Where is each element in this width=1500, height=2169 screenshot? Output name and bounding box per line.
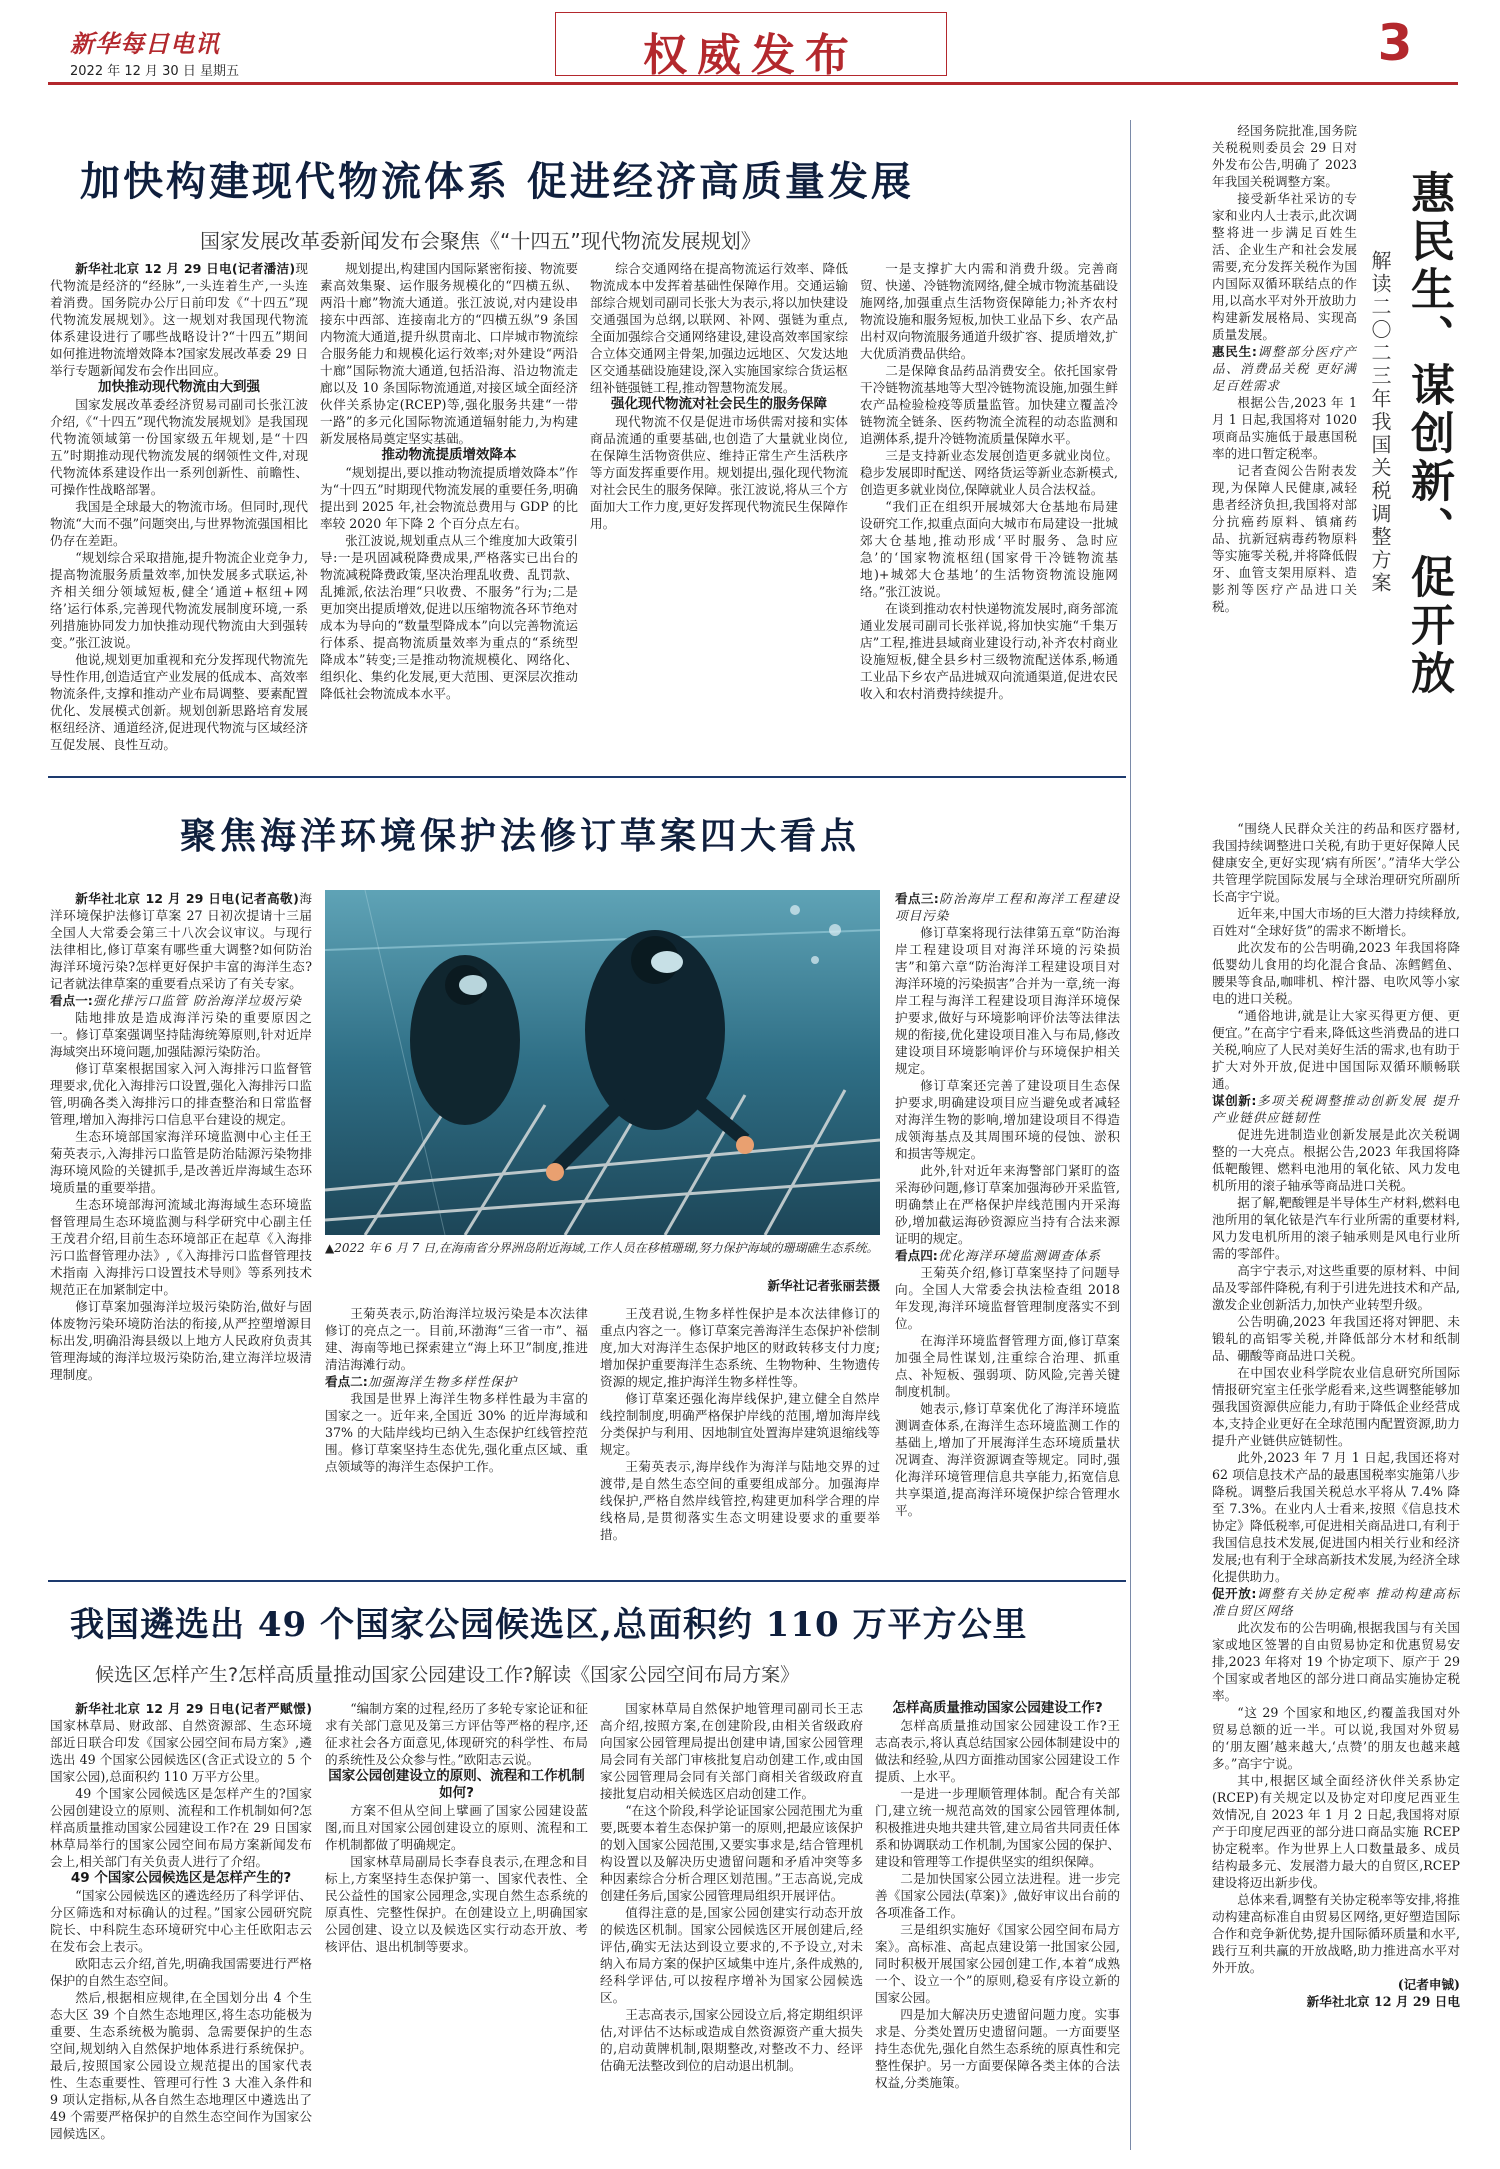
paragraph: 修订草案加强海洋垃圾污染防治,做好与固体废物污染环境防治法的衔接,从严控塑增源目标出发,明确沿海县级以上地方人民政府负责其管理海域的海洋垃圾污染防治,建立海洋垃圾清理制度。 [50,1299,312,1382]
paragraph: 生态环境部海河流域北海海域生态环境监督管理局生态环境监测与科学研究中心副主任王茂君介绍,目前生态环境部正在起草《入海排污口监督管理办法》,《入海排污口监督管理技术指南 入海排污口设置技术导则》等系列技术规范正在加紧制定中。 [50,1197,312,1297]
paragraph: 此外,针对近年来海警部门紧盯的盗采海砂问题,修订草案加强海砂开采监管,明确禁止在严格保护岸线范围内开采海砂,增加截运海砂资源应当持有合法来源证明的规定。 [895,1163,1120,1246]
paragraph: 修订草案根据国家入河入海排污口监督管理要求,优化入海排污口设置,强化入海排污口监管,明确各类入海排污口的排查整治和日常监督管理,增加入海排污口信息平台建设的规定。 [50,1061,312,1127]
article3-col3 [600,1305,880,1570]
paragraph: “编制方案的过程,经历了多轮专家论证和征求有关部门意见及第三方评估等严格的程序,还征求社会各方面意见,体现研究的科学性、布局的系统性及公众参与性。”欧阳志云说。 [325,1701,588,1767]
article1-lead: 现代物流是经济的“经脉”,一头连着生产,一头连着消费。国务院办公厅日前印发《“十四五”现代物流发展规划》。这一规划对我国现代物流体系建设进行了哪些战略设计?“十四五”期间如何推进物流增效降本?国家发展改革委 29 日举行专题新闻发布会作出回应。 [50,261,308,378]
paragraph: 在谈到推动农村快递物流发展时,商务部流通业发展司副司长张祥说,将加快实施“千集万店”工程,推进县域商业建设行动,补齐农村商业设施短板,健全县乡村三级物流配送体系,畅通工业品下乡农产品进城双向流通渠道,促进农民收入和农村消费持续提升。 [860,601,1118,701]
paragraph: “这 29 个国家和地区,约覆盖我国对外贸易总额的近一半。可以说,我国对外贸易的‘朋友圈’越来越大,‘点赞’的朋友也越来越多。”高宇宁说。 [1212,1705,1460,1771]
paragraph: 生态环境部国家海洋环境监测中心主任王菊英表示,入海排污口监管是防治陆源污染物排海环境风险的关键抓手,是改善近岸海域生态环境质量的重要举措。 [50,1129,312,1195]
article4-subheading-2: 国家公园创建设立的原则、流程和工作机制如何? [328,1768,585,1801]
article4-col2 [325,1700,588,2155]
section-rule [48,776,1126,778]
article3-keypoint-2: 看点二:加强海洋生物多样性保护 [325,1374,518,1389]
underwater-scene-image [325,890,880,1235]
paragraph: 近年来,中国大市场的巨大潜力持续释放,百姓对“全球好货”的需求不断增长。 [1212,906,1460,938]
article4-headline: 我国遴选出 49 个国家公园候选区,总面积约 110 万平方公里 [70,1605,1028,1645]
issue-date: 2022 年 12 月 30 日 星期五 [70,64,239,79]
paragraph: 公告明确,2023 年我国还将对钾肥、未锻轧的高铝零关税,并降低部分木材和纸制品、硼酸等商品进口关税。 [1212,1314,1460,1363]
paragraph: 总体来看,调整有关协定税率等安排,将推动构建高标准自由贸易区网络,更好塑造国际合作和竞争新优势,提升国际循环质量和水平,践行互利共赢的开放战略,助力推进高水平对外开放。 [1212,1892,1460,1975]
paragraph: 四是加大解决历史遗留问题力度。实事求是、分类处置历史遗留问题。一方面要坚持生态优先,强化自然生态系统的原真性和完整性保护。另一方面要保障各类主体的合法权益,分类施策。 [875,2007,1120,2090]
paragraph: 王菊英表示,海岸线作为海洋与陆地交界的过渡带,是自然生态空间的重要组成部分。加强海岸线保护,严格自然岸线管控,构建更加科学合理的岸线格局,是贯彻落实生态文明建设要求的重要举措。 [600,1459,880,1542]
section-banner [555,12,947,81]
paragraph: 值得注意的是,国家公园创建实行动态开放的候选区机制。国家公园候选区开展创建后,经评估,确实无法达到设立要求的,不予设立,对未纳入布局方案的保护区域集中连片,条件成熟的,经科学评估,可以按程序增补为国家公园候选区。 [600,1905,863,2005]
article1-subheading-2: 推动物流提质增效降本 [381,447,517,463]
article2-main-col [1212,820,1460,2145]
paragraph: 王菊英介绍,修订草案坚持了问题导向。全国人大常委会执法检查组 2018 年发现,海洋环境监督管理制度落实不到位。 [895,1265,1120,1331]
article4-lead-tag: 新华社北京 12 月 29 日电(记者严赋憬) [75,1701,312,1716]
paragraph: 此次发布的公告明确,根据我国与有关国家或地区签署的自由贸易协定和优惠贸易安排,2023 年将对 19 个协定项下、原产于 29 个国家或者地区的部分进口商品实施协定税率。 [1212,1620,1460,1703]
masthead-rule [48,82,1458,85]
paragraph: 我国是世界上海洋生物多样性最为丰富的国家之一。近年来,全国近 30% 的近岸海域和 37% 的大陆岸线均已纳入生态保护红线管控范围。修订草案坚持生态优先,强化重点区域、重点领域等的海洋生态保护工作。 [325,1391,588,1474]
newspaper-logo: 新华每日电讯 [70,29,220,58]
article3-keypoint-1: 看点一:强化排污口监管 防治海洋垃圾污染 [50,993,302,1008]
paragraph: “规划综合采取措施,提升物流企业竞争力,提高物流服务质量效率,加快发展多式联运,补齐相关细分领域短板,健全‘通道+枢纽+网络’运行体系,完善现代物流发展制度环境,一系列措施协同发力加快推动现代物流由大到强转变。”张江波说。 [50,550,308,650]
paragraph: 三是支持新业态发展创造更多就业岗位。稳步发展即时配送、网络货运等新业态新模式,创造更多就业岗位,保障就业人员合法权益。 [860,448,1118,497]
coral-transplant-photo [325,890,880,1235]
article3-headline: 聚焦海洋环境保护法修订草案四大看点 [180,815,861,857]
paragraph: 记者查阅公告附表发现,为保障人民健康,减轻患者经济负担,我国将对部分抗癌药原料、镇痛药品、抗新冠病毒药物原料等实施零关税,并将降低假牙、血管支架用原料、造影剂等医疗产品进口关税。 [1212,463,1357,614]
paragraph: 经国务院批准,国务院关税税则委员会 29 日对外发布公告,明确了 2023 年我国关税调整方案。 [1212,123,1357,189]
paragraph: 国家林草局自然保护地管理司副司长王志高介绍,按照方案,在创建阶段,由相关省级政府向国家公园管理局提出创建申请,国家公园管理局会同有关部门审核批复启动创建工作,或由国家公园管理局会同有关部门商相关省级政府直接批复启动相关候选区启动创建工作。 [600,1701,863,1801]
article2-vertical-title: 惠民生、谋创新、促开放 [1403,170,1454,698]
article4-subheading-3: 怎样高质量推动国家公园建设工作? [892,1700,1103,1716]
paragraph: 二是保障食品药品消费安全。依托国家骨干冷链物流基地等大型冷链物流设施,加强生鲜农产品检验检疫等质量监管。加快建立覆盖冷链物流全链条、医药物流全流程的动态监测和追溯体系,提升冷链物流质量保障水平。 [860,363,1118,446]
section-title: 权威发布 [643,30,859,81]
article4-col1 [50,1700,312,2155]
paragraph: 然后,根据相应规律,在全国划分出 4 个生态大区 39 个自然生态地理区,将生态功能极为重要、生态系统极为脆弱、急需要保护的生态空间,规划纳入自然保护地体系进行系统保护。最后,按照国家公园设立规范提出的国家代表性、生态重要性、管理可行性 3 大准入条件和 9 项认定指标,从各自然生态地理区中遴选出了 49 个需要严格保护的自然生态空间作为国家公园候选区。 [50,1990,312,2141]
paragraph: 促进先进制造业创新发展是此次关税调整的一大亮点。根据公告,2023 年我国将降低靶酸锂、燃料电池用的氧化铱、风力发电机所用的滚子轴承等商品进口关税。 [1212,1127,1460,1193]
paragraph: “国家公园候选区的遴选经历了科学评估、分区筛选和对标确认的过程。”国家公园研究院院长、中科院生态环境研究中心主任欧阳志云在发布会上表示。 [50,1888,312,1954]
paragraph: 王茂君说,生物多样性保护是本次法律修订的重点内容之一。修订草案完善海洋生态保护补偿制度,加大对海洋生态保护地区的财政转移支付力度;增加保护重要海洋生态系统、生物物种、生物遗传资源的规定,推护海洋生物多样性等。 [600,1306,880,1389]
paragraph: 此次发布的公告明确,2023 年我国将降低婴幼儿食用的均化混合食品、冻鳕鳕鱼、腰果等食品,咖啡机、榨汁器、电吹风等小家电的进口关税。 [1212,940,1460,1006]
paragraph: 修订草案还强化海岸线保护,建立健全自然岸线控制制度,明确严格保护岸线的范围,增加海岸线分类保护与利用、因地制宜处置海岸建筑退缩线等规定。 [600,1391,880,1457]
paragraph: 在中国农业科学院农业信息研究所国际情报研究室主任张学彪看来,这些调整能够加强我国资源供应能力,有助于降低企业经营成本,支持企业更好在全球范围内配置资源,助力提升产业链供应链韧性。 [1212,1365,1460,1448]
article2-dateline: 新华社北京 12 月 29 日电 [1306,1994,1460,2009]
article2-keypoint-1: 惠民生:调整部分医疗产品、消费品关税 更好满足百姓需求 [1212,344,1357,393]
article2-top-col [1212,122,1357,820]
paragraph: 王菊英表示,防治海洋垃圾污染是本次法律修订的亮点之一。目前,环渤海“三省一市”、福建、海南等地已探索建立“海上环卫”制度,推进清洁海滩行动。 [325,1306,588,1372]
paragraph: 规划提出,构建国内国际紧密衔接、物流要素高效集聚、运作服务规模化的“四横五纵、两沿十廊”物流大通道。张江波说,对内建设串接东中西部、连接南北方的“四横五纵”9 条国内物流大通道,提升纵贯南北、口岸城市物流综合服务能力和规模化运行效率;对外建设“两沿十廊”国际物流大通道,包括沿海、沿边物流走廊以及 10 条国际物流通道,对接区域全面经济伙伴关系协定(RCEP)等,强化服务共建“一带一路”的多元化国际物流通道辐射能力,为构建新发展格局奠定坚实基础。 [320,261,578,446]
article1-col2 [320,260,578,770]
paragraph: 综合交通网络在提高物流运行效率、降低物流成本中发挥着基础性保障作用。交通运输部综合规划司副司长张大为表示,将以加快建设交通强国为总纲,以联网、补网、强链为重点,全面加强综合交通网络建设,建设高效率国家综合立体交通网主骨架,加强边远地区、欠发达地区交通基础设施建设,深入实施国家综合货运枢纽补链强链工程,推动智慧物流发展。 [590,261,848,395]
article3-lead-tag: 新华社北京 12 月 29 日电(记者高敬) [75,891,299,906]
paragraph: 高宇宁表示,对这些重要的原材料、中间品及零部件降税,有利于引进先进技术和产品,激发企业创新活力,加快产业转型升级。 [1212,1263,1460,1312]
article1-headline: 加快构建现代物流体系 促进经济高质量发展 [80,158,914,205]
article1-col3 [590,260,848,770]
sidebar-divider [1130,120,1131,2150]
paragraph: 陆地排放是造成海洋污染的重要原因之一。修订草案强调坚持陆海统筹原则,针对近岸海域突出环境问题,加强陆源污染防治。 [50,1010,312,1059]
masthead [0,0,1500,80]
paragraph: 王志高表示,国家公园设立后,将定期组织评估,对评估不达标或造成自然资源资产重大损失的,启动黄牌机制,限期整改,对整改不力、经评估确无法整改到位的启动退出机制。 [600,2007,863,2073]
photo-caption: ▲2022 年 6 月 7 日,在海南省分界洲岛附近海域,工作人员在移植珊瑚,努力保护海域的珊瑚礁生态系统。 [325,1241,879,1255]
paragraph: 三是组织实施好《国家公园空间布局方案》。高标准、高起点建设第一批国家公园,同时积极开展国家公园创建工作,本着“成熟一个、设立一个”的原则,稳妥有序设立新的国家公园。 [875,1922,1120,2005]
article1-lead-tag: 新华社北京 12 月 29 日电(记者潘洁) [75,261,296,276]
paragraph: 欧阳志云介绍,首先,明确我国需要进行严格保护的自然生态空间。 [50,1956,312,1988]
article4-subheading-1: 49 个国家公园候选区是怎样产生的? [70,1870,292,1886]
article3-keypoint-4: 看点四:优化海洋环境监测调查体系 [895,1248,1101,1263]
article3-keypoint-3: 看点三:防治海岸工程和海洋工程建设项目污染 [895,891,1120,923]
paragraph: 修订草案还完善了建设项目生态保护要求,明确建设项目应当避免或者减轻对海洋生物的影响,增加建设项目不得造成领海基点及其周围环境的侵蚀、淤积和损害等规定。 [895,1078,1120,1161]
page-number: 3 [1377,14,1413,72]
article4-lead: 国家林草局、财政部、自然资源部、生态环境部近日联合印发《国家公园空间布局方案》,遴选出 49 个国家公园候选区(含正式设立的 5 个国家公园),总面积约 110 万平方公里。 [50,1718,312,1784]
photo-credit: 新华社记者张丽芸摄 [767,1278,880,1293]
paragraph: 接受新华社采访的专家和业内人士表示,此次调整将进一步满足百姓生活、企业生产和社会发展需要,充分发挥关税作为国内国际双循环联结点的作用,以高水平对外开放助力构建新发展格局、实现高质量发展。 [1212,191,1357,342]
paragraph: “我们正在组织开展城郊大仓基地布局建设研究工作,拟重点面向大城市布局建设一批城郊大仓基地,推动形成‘平时服务、急时应急’的‘国家物流枢纽(国家骨干冷链物流基地)+城郊大仓基地’的生活物资物流设施网络。”张江波说。 [860,499,1118,599]
paragraph: 其中,根据区域全面经济伙伴关系协定(RCEP)有关规定以及协定对印度尼西亚生效情况,自 2023 年 1 月 2 日起,我国将对原产于印度尼西亚的部分进口商品实施 RCEP 协定税率。作为世界上人口数量最多、成员结构最多元、发展潜力最大的自贸区,RCEP 建设将迈出新步伐。 [1212,1773,1460,1890]
paragraph: 我国是全球最大的物流市场。但同时,现代物流“大而不强”问题突出,与世界物流强国相比仍存在差距。 [50,499,308,548]
paragraph: 一是进一步理顺管理体制。配合有关部门,建立统一规范高效的国家公园管理体制,积极推进央地共建共管,建立局省共同责任体系和协调联动工作机制,为国家公园的保护、建设和管理等工作提供坚实的组织保障。 [875,1786,1120,1869]
paragraph: 现代物流不仅是促进市场供需对接和实体商品流通的重要基础,也创造了大量就业岗位,在保障生活物资供应、维持正常生产生活秩序等方面发挥重要作用。规划提出,强化现代物流对社会民生的服务保障。张江波说,将从三个方面加大工作力度,更好发挥现代物流民生保障作用。 [590,414,848,531]
paragraph: “在这个阶段,科学论证国家公园范围尤为重要,既要本着生态保护第一的原则,把最应该保护的划入国家公园范围,又要实事求是,结合管理机构设置以及解决历史遗留问题和矛盾冲突等多种因素综合分析合理区划范围。”王志高说,完成创建任务后,国家公园管理局组织开展评估。 [600,1803,863,1903]
paragraph: 国家发展改革委经济贸易司副司长张江波介绍,《“十四五”现代物流发展规划》是我国现代物流领域第一份国家级五年规划,是“十四五”时期推动现代物流发展的纲领性文件,对现代物流体系建设作出一系列创新性、前瞻性、可操作性战略部署。 [50,397,308,497]
paragraph: 怎样高质量推动国家公园建设工作?王志高表示,将认真总结国家公园体制建设中的做法和经验,从四方面推动国家公园建设工作提质、上水平。 [875,1718,1120,1784]
paragraph: 国家林草局副局长李春良表示,在理念和目标上,方案坚持生态保护第一、国家代表性、全民公益性的国家公园理念,实现自然生态系统的原真性、完整性保护。在创建设立上,明确国家公园创建、设立以及候选区实行动态开放、考核评估、退出机制等要求。 [325,1854,588,1954]
article1-subhead: 国家发展改革委新闻发布会聚焦《“十四五”现代物流发展规划》 [200,229,761,253]
article2-keypoint-2: 谋创新:多项关税调整推动创新发展 提升产业链供应链韧性 [1212,1093,1460,1125]
paragraph: 修订草案将现行法律第五章“防治海岸工程建设项目对海洋环境的污染损害”和第六章“防治海洋工程建设项目对海洋环境的污染损害”合并为一章,统一海岸工程与海洋工程建设项目海洋环境保护要求,做好与环境影响评价法等法律法规的衔接,优化建设项目准入与布局,修改建设项目环境影响评价与环境保护相关规定。 [895,925,1120,1076]
paragraph: 此外,2023 年 7 月 1 日起,我国还将对 62 项信息技术产品的最惠国税率实施第八步降税。调整后我国关税总水平将从 7.4% 降至 7.3%。在业内人士看来,按照《信息技术协定》降低税率,可促进相关商品进口,有利于我国信息技术发展,促进国内相关行业和经济发展;也有利于全球高新技术发展,为经济全球化提供助力。 [1212,1450,1460,1584]
paragraph: “规划提出,要以推动物流提质增效降本”作为“十四五”时期现代物流发展的重要任务,明确提出到 2025 年,社会物流总费用与 GDP 的比率较 2020 年下降 2 个百分点左右。 [320,465,578,531]
article3-col1 [50,890,312,1570]
article3-col2 [325,1305,588,1570]
article2-keypoint-3: 促开放:调整有关协定税率 推动构建高标准自贸区网络 [1212,1586,1460,1618]
paragraph: 方案不但从空间上擘画了国家公园建设蓝图,而且对国家公园创建设立的原则、流程和工作机制都做了明确规定。 [325,1803,588,1852]
paragraph: 根据公告,2023 年 1 月 1 日起,我国将对 1020 项商品实施低于最惠国税率的进口暂定税率。 [1212,395,1357,461]
paragraph: 张江波说,规划重点从三个维度加大政策引导:一是巩固减税降费成果,严格落实已出台的物流减税降费政策,坚决治理乱收费、乱罚款、乱摊派,依法治理“只收费、不服务”行为;二是更加突出提质增效,促进以压缩物流各环节绝对成本为导向的“数量型降成本”向以完善物流运行体系、提高物流质量效率为重点的“系统型降成本”转变;三是推动物流规模化、网络化、组织化、集约化发展,更大范围、更深层次推动降低社会物流成本水平。 [320,533,578,701]
article2-vertical-subtitle: 解读二〇二三年我国关税调整方案 [1368,250,1392,595]
paragraph: 她表示,修订草案优化了海洋环境监测调查体系,在海洋生态环境监测工作的基础上,增加了开展海洋生态环境质量状况调查、海洋资源调查等规定。同时,强化海洋环境管理信息共享能力,拓宽信息共享渠道,提高海洋环境保护综合管理水平。 [895,1401,1120,1518]
article4-col3 [600,1700,863,2155]
paragraph: 在海洋环境监督管理方面,修订草案加强全局性谋划,注重综合治理、抓重点、补短板、强弱项、防风险,完善关键制度机制。 [895,1333,1120,1399]
article1-col1 [50,260,308,770]
paragraph: 二是加快国家公园立法进程。进一步完善《国家公园法(草案)》,做好审议出台前的各项准备工作。 [875,1871,1120,1920]
paragraph: “围绕人民群众关注的药品和医疗器材,我国持续调整进口关税,有助于更好保障人民健康安全,更好实现‘病有所医’。”清华大学公共管理学院国际发展与全球治理研究所副所长高宇宁说。 [1212,821,1460,904]
paragraph: 据了解,靶酸锂是半导体生产材料,燃料电池所用的氧化铱是汽车行业所需的重要材料,风力发电机所用的滚子轴承则是风电行业所需的零部件。 [1212,1195,1460,1261]
article3-lead: 海洋环境保护法修订草案 27 日初次提请十三届全国人大常委会第三十八次会议审议。与现行法律相比,修订草案有哪些重大调整?如何防治海洋环境污染?怎样更好保护丰富的海洋生态?记者就法律草案的重要看点采访了有关专家。 [50,891,312,991]
article3-col4 [895,890,1120,1570]
article1-col4 [860,260,1118,770]
paragraph: “通俗地讲,就是让大家买得更方便、更便宜。”在高宇宁看来,降低这些消费品的进口关税,响应了人民对美好生活的需求,也有助于扩大对外开放,促进中国国际双循环顺畅联通。 [1212,1008,1460,1091]
paragraph: 一是支撑扩大内需和消费升级。完善商贸、快递、冷链物流网络,健全城市物流基础设施网络,加强重点生活物资保障能力;补齐农村物流设施和服务短板,加快工业品下乡、农产品出村双向物流服务通道升级扩容、提质增效,扩大优质消费品供给。 [860,261,1118,361]
article1-subheading-3: 强化现代物流对社会民生的服务保障 [611,396,827,412]
article2-byline: (记者申铖) [1397,1977,1460,1992]
article1-subheading-1: 加快推动现代物流由大到强 [98,379,260,395]
paragraph: 他说,规划更加重视和充分发挥现代物流先导性作用,创造适宜产业发展的低成本、高效率物流条件,支撑和推动产业布局调整、要素配置优化、发展模式创新。规划创新思路培育发展枢纽经济、通道经济,促进现代物流与区域经济互促发展、良性互动。 [50,652,308,752]
section-rule [48,1580,1126,1582]
paragraph: 49 个国家公园候选区是怎样产生的?国家公园创建设立的原则、流程和工作机制如何?怎样高质量推动国家公园建设工作?在 29 日国家林草局举行的国家公园空间布局方案新闻发布会上,相关部门有关负责人进行了介绍。 [50,1786,312,1869]
article4-col4 [875,1700,1120,2155]
article4-subhead: 候选区怎样产生?怎样高质量推动国家公园建设工作?解读《国家公园空间布局方案》 [95,1664,800,1686]
